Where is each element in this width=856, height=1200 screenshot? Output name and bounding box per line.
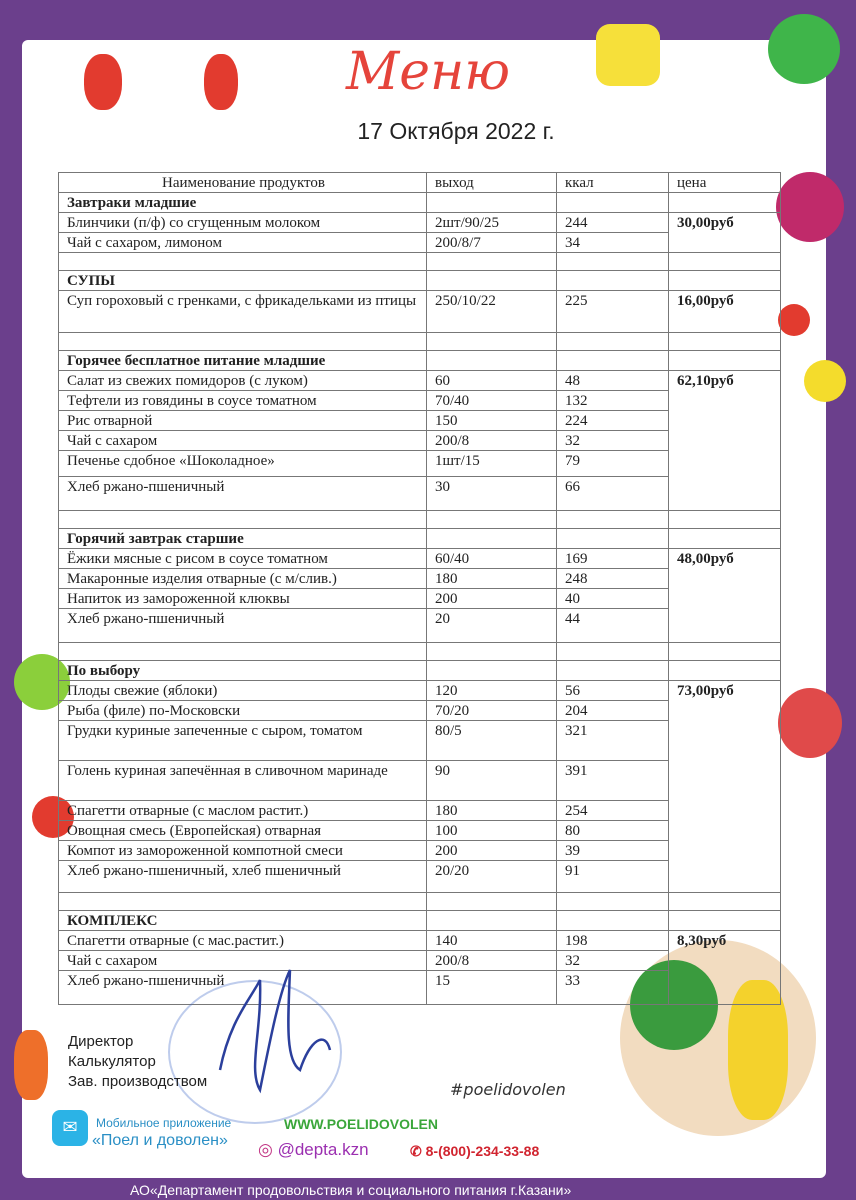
lemon-icon xyxy=(804,360,846,402)
table-row xyxy=(59,371,781,391)
app-name[interactable]: «Поел и доволен» xyxy=(92,1132,228,1149)
empty-cell xyxy=(427,271,557,291)
phone-text: 8-(800)-234-33-88 xyxy=(425,1143,540,1159)
section-price: 48,00руб xyxy=(669,549,781,643)
empty-cell xyxy=(669,351,781,371)
dish-kcal: 132 xyxy=(557,391,669,411)
spacer-cell xyxy=(59,643,427,661)
empty-cell xyxy=(669,271,781,291)
dish-kcal: 204 xyxy=(557,701,669,721)
dish-kcal: 56 xyxy=(557,681,669,701)
dish-yield: 180 xyxy=(427,569,557,589)
column-header: Наименование продуктов xyxy=(59,173,427,193)
dish-name: Спагетти отварные (с мас.растит.) xyxy=(59,931,427,951)
spacer-cell xyxy=(669,893,781,911)
phone-number[interactable] xyxy=(410,1143,539,1160)
empty-cell xyxy=(427,351,557,371)
section-price: 62,10руб xyxy=(669,371,781,511)
spacer-row xyxy=(59,333,781,351)
column-header: цена xyxy=(669,173,781,193)
calculator-label: Калькулятор xyxy=(68,1053,156,1070)
dish-name: Блинчики (п/ф) со сгущенным молоком xyxy=(59,213,427,233)
spacer-cell xyxy=(59,511,427,529)
dish-kcal: 33 xyxy=(557,971,669,1005)
table-row xyxy=(59,931,781,951)
dish-yield: 70/20 xyxy=(427,701,557,721)
empty-cell xyxy=(427,911,557,931)
section-row xyxy=(59,911,781,931)
spacer-row xyxy=(59,511,781,529)
dish-name: Компот из замороженной компотной смеси xyxy=(59,841,427,861)
dish-kcal: 244 xyxy=(557,213,669,233)
spacer-row xyxy=(59,253,781,271)
production-label: Зав. производством xyxy=(68,1073,208,1090)
column-header: выход xyxy=(427,173,557,193)
director-label: Директор xyxy=(68,1033,134,1050)
dish-kcal: 39 xyxy=(557,841,669,861)
tomato-icon xyxy=(778,304,810,336)
dish-name: Хлеб ржано-пшеничный xyxy=(59,971,427,1005)
instagram-icon: ◎ xyxy=(258,1140,278,1159)
empty-cell xyxy=(557,351,669,371)
dish-name: Хлеб ржано-пшеничный, хлеб пшеничный xyxy=(59,861,427,893)
phone-icon: ✆ xyxy=(410,1143,426,1159)
spacer-cell xyxy=(557,511,669,529)
dish-yield: 2шт/90/25 xyxy=(427,213,557,233)
app-caption: Мобильное приложение xyxy=(96,1116,232,1130)
dish-kcal: 248 xyxy=(557,569,669,589)
dish-kcal: 198 xyxy=(557,931,669,951)
dish-kcal: 91 xyxy=(557,861,669,893)
dish-name: Плоды свежие (яблоки) xyxy=(59,681,427,701)
spacer-cell xyxy=(427,643,557,661)
menu-date: 17 Октября 2022 г. xyxy=(357,118,555,144)
dish-name: Ёжики мясные с рисом в соусе томатном xyxy=(59,549,427,569)
section-title: СУПЫ xyxy=(59,271,427,291)
dish-kcal: 80 xyxy=(557,821,669,841)
table-header xyxy=(59,173,781,193)
section-title: КОМПЛЕКС xyxy=(59,911,427,931)
spacer-cell xyxy=(557,893,669,911)
dish-yield: 200/8 xyxy=(427,431,557,451)
dish-yield: 15 xyxy=(427,971,557,1005)
dish-yield: 20 xyxy=(427,609,557,643)
table-row xyxy=(59,549,781,569)
dish-name: Напиток из замороженной клюквы xyxy=(59,589,427,609)
dish-name: Голень куриная запечённая в сливочном маринаде xyxy=(59,761,427,801)
section-title: Завтраки младшие xyxy=(59,193,427,213)
dish-yield: 90 xyxy=(427,761,557,801)
dish-name: Рис отварной xyxy=(59,411,427,431)
empty-cell xyxy=(427,193,557,213)
section-row xyxy=(59,193,781,213)
section-row xyxy=(59,529,781,549)
empty-cell xyxy=(557,193,669,213)
dish-yield: 60/40 xyxy=(427,549,557,569)
dish-kcal: 44 xyxy=(557,609,669,643)
meat-icon xyxy=(778,688,842,758)
dish-name: Рыба (филе) по-Московски xyxy=(59,701,427,721)
instagram-text: @depta.kzn xyxy=(277,1140,369,1159)
section-row xyxy=(59,351,781,371)
page-title: Меню xyxy=(345,42,511,102)
spacer-row xyxy=(59,893,781,911)
dish-name: Салат из свежих помидоров (с луком) xyxy=(59,371,427,391)
column-header: ккал xyxy=(557,173,669,193)
spacer-cell xyxy=(669,253,781,271)
dish-kcal: 254 xyxy=(557,801,669,821)
dish-kcal: 32 xyxy=(557,951,669,971)
section-row xyxy=(59,271,781,291)
spacer-cell xyxy=(427,511,557,529)
table-row xyxy=(59,213,781,233)
dish-yield: 250/10/22 xyxy=(427,291,557,333)
table-row xyxy=(59,291,781,333)
dish-yield: 100 xyxy=(427,821,557,841)
spacer-cell xyxy=(557,253,669,271)
dish-kcal: 391 xyxy=(557,761,669,801)
dish-kcal: 66 xyxy=(557,477,669,511)
section-price: 73,00руб xyxy=(669,681,781,893)
instagram-handle[interactable] xyxy=(258,1140,369,1160)
section-price: 16,00руб xyxy=(669,291,781,333)
dish-yield: 200 xyxy=(427,841,557,861)
empty-cell xyxy=(427,661,557,681)
section-row xyxy=(59,661,781,681)
empty-cell xyxy=(669,911,781,931)
dish-name: Спагетти отварные (с маслом растит.) xyxy=(59,801,427,821)
dish-kcal: 32 xyxy=(557,431,669,451)
empty-cell xyxy=(557,911,669,931)
section-price: 30,00руб xyxy=(669,213,781,253)
section-title: По выбору xyxy=(59,661,427,681)
dish-yield: 200/8 xyxy=(427,951,557,971)
hashtag: #poelidovolen xyxy=(450,1080,566,1099)
section-title: Горячее бесплатное питание младшие xyxy=(59,351,427,371)
spacer-cell xyxy=(557,643,669,661)
dish-name: Суп гороховый с гренками, с фрикадельками из птицы xyxy=(59,291,427,333)
signature xyxy=(200,960,340,1110)
dish-kcal: 224 xyxy=(557,411,669,431)
dish-yield: 30 xyxy=(427,477,557,511)
organization-name: АО«Департамент продовольствия и социального питания г.Казани» xyxy=(130,1182,572,1198)
signature-block xyxy=(68,1032,207,1092)
dish-kcal: 79 xyxy=(557,451,669,477)
empty-cell xyxy=(427,529,557,549)
dish-name: Печенье сдобное «Шоколадное» xyxy=(59,451,427,477)
spacer-cell xyxy=(59,893,427,911)
dish-name: Чай с сахаром, лимоном xyxy=(59,233,427,253)
empty-cell xyxy=(669,193,781,213)
dish-kcal: 225 xyxy=(557,291,669,333)
dish-name: Хлеб ржано-пшеничный xyxy=(59,609,427,643)
spacer-row xyxy=(59,643,781,661)
empty-cell xyxy=(669,529,781,549)
dish-yield: 1шт/15 xyxy=(427,451,557,477)
dish-yield: 150 xyxy=(427,411,557,431)
dish-name: Чай с сахаром xyxy=(59,431,427,451)
dish-name: Макаронные изделия отварные (с м/слив.) xyxy=(59,569,427,589)
menu-table xyxy=(58,172,781,1005)
dish-kcal: 48 xyxy=(557,371,669,391)
spacer-cell xyxy=(427,333,557,351)
empty-cell xyxy=(557,661,669,681)
empty-cell xyxy=(557,529,669,549)
spacer-cell xyxy=(669,643,781,661)
beet-icon xyxy=(776,172,844,242)
table-row xyxy=(59,681,781,701)
spacer-cell xyxy=(427,893,557,911)
empty-cell xyxy=(557,271,669,291)
dish-yield: 60 xyxy=(427,371,557,391)
website-link[interactable]: WWW.POELIDOVOLEN xyxy=(284,1116,438,1132)
spacer-cell xyxy=(59,253,427,271)
app-icon[interactable]: ✉ xyxy=(52,1110,88,1146)
spacer-cell xyxy=(669,333,781,351)
dish-yield: 180 xyxy=(427,801,557,821)
dish-yield: 80/5 xyxy=(427,721,557,761)
dish-kcal: 169 xyxy=(557,549,669,569)
dish-yield: 20/20 xyxy=(427,861,557,893)
spacer-cell xyxy=(59,333,427,351)
dish-name: Тефтели из говядины в соусе томатном xyxy=(59,391,427,411)
dish-name: Овощная смесь (Европейская) отварная xyxy=(59,821,427,841)
spacer-cell xyxy=(427,253,557,271)
dish-yield: 70/40 xyxy=(427,391,557,411)
dish-name: Хлеб ржано-пшеничный xyxy=(59,477,427,511)
section-price: 8,30руб xyxy=(669,931,781,1005)
dish-yield: 120 xyxy=(427,681,557,701)
carrot-icon xyxy=(14,1030,48,1100)
dish-yield: 200 xyxy=(427,589,557,609)
empty-cell xyxy=(669,661,781,681)
dish-name: Чай с сахаром xyxy=(59,951,427,971)
dish-name: Грудки куриные запеченные с сыром, томатом xyxy=(59,721,427,761)
spacer-cell xyxy=(557,333,669,351)
dish-kcal: 34 xyxy=(557,233,669,253)
spacer-cell xyxy=(669,511,781,529)
section-title: Горячий завтрак старшие xyxy=(59,529,427,549)
dish-kcal: 40 xyxy=(557,589,669,609)
dish-yield: 200/8/7 xyxy=(427,233,557,253)
dish-kcal: 321 xyxy=(557,721,669,761)
dish-yield: 140 xyxy=(427,931,557,951)
